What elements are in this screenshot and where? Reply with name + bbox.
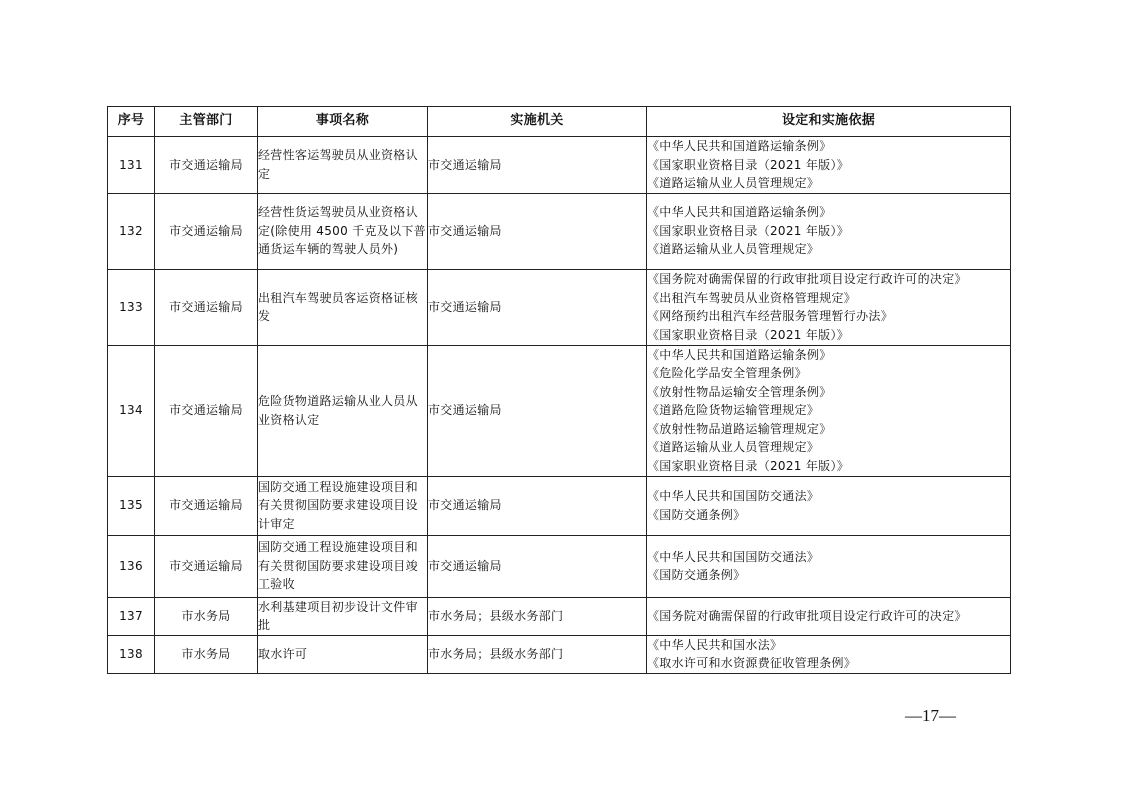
legal-basis [647,597,1011,635]
table-row [108,476,1011,535]
basis-line: 《道路运输从业人员管理规定》 [647,176,820,190]
basis-line: 《道路运输从业人员管理规定》 [647,440,820,455]
table-header-row [108,107,1011,137]
basis-line: 《中华人民共和国道路运输条例》 [647,139,832,153]
basis-line: 《中华人民共和国国防交通法》 [647,549,820,564]
implementing-agency: 市交通运输局 [428,476,647,535]
department: 市交通运输局 [155,345,258,476]
basis-line: 《中华人民共和国道路运输条例》 [647,347,832,362]
implementing-agency: 市交通运输局 [428,137,647,194]
item-name: 经营性货运驾驶员从业资格认定(除使用 4500 千克及以下普通货运车辆的驾驶人员外) [258,193,428,269]
item-name: 危险货物道路运输从业人员从业资格认定 [258,345,428,476]
serial-number: 136 [108,535,155,597]
serial-number: 135 [108,476,155,535]
implementing-agency: 市交通运输局 [428,345,647,476]
table-row [108,345,1011,476]
basis-line: 《国家职业资格目录（2021 年版）》 [647,223,850,238]
item-name: 国防交通工程设施建设项目和有关贯彻国防要求建设项目竣工验收 [258,535,428,597]
basis-line: 《国务院对确需保留的行政审批项目设定行政许可的决定》 [647,608,967,623]
item-name: 出租汽车驾驶员客运资格证核发 [258,269,428,345]
department: 市交通运输局 [155,137,258,194]
table-row [108,597,1011,635]
header-implementing-agency: 实施机关 [428,107,647,137]
implementing-agency: 市交通运输局 [428,535,647,597]
department: 市水务局 [155,635,258,673]
implementing-agency: 市水务局；县级水务部门 [428,635,647,673]
basis-line: 《道路危险货物运输管理规定》 [647,403,820,418]
item-name: 水利基建项目初步设计文件审批 [258,597,428,635]
table-row [108,535,1011,597]
basis-line: 《放射性物品道路运输管理规定》 [647,421,832,436]
implementing-agency: 市水务局；县级水务部门 [428,597,647,635]
legal-basis [647,476,1011,535]
implementing-agency: 市交通运输局 [428,269,647,345]
department: 市水务局 [155,597,258,635]
serial-number: 138 [108,635,155,673]
table-row [108,635,1011,673]
basis-line: 《放射性物品运输安全管理条例》 [647,384,832,399]
legal-basis [647,269,1011,345]
legal-basis [647,137,1011,194]
basis-line: 《危险化学品安全管理条例》 [647,366,807,381]
serial-number: 137 [108,597,155,635]
department: 市交通运输局 [155,269,258,345]
item-name: 经营性客运驾驶员从业资格认定 [258,137,428,194]
serial-number: 132 [108,193,155,269]
implementing-agency: 市交通运输局 [428,193,647,269]
header-department: 主管部门 [155,107,258,137]
basis-line: 《出租汽车驾驶员从业资格管理规定》 [647,290,857,305]
basis-line: 《中华人民共和国水法》 [647,637,783,652]
legal-basis [647,635,1011,673]
department: 市交通运输局 [155,535,258,597]
basis-line: 《取水许可和水资源费征收管理条例》 [647,656,857,670]
legal-basis [647,193,1011,269]
header-item-name: 事项名称 [258,107,428,137]
item-name: 取水许可 [258,635,428,673]
basis-line: 《国家职业资格目录（2021 年版）》 [647,327,850,342]
basis-line: 《国家职业资格目录（2021 年版）》 [647,458,850,473]
basis-line: 《网络预约出租汽车经营服务管理暂行办法》 [647,309,894,323]
serial-number: 133 [108,269,155,345]
table-row [108,137,1011,194]
basis-line: 《中华人民共和国道路运输条例》 [647,205,832,220]
table-row [108,193,1011,269]
basis-line: 《道路运输从业人员管理规定》 [647,242,820,257]
page-number: —17— [905,706,956,725]
department: 市交通运输局 [155,193,258,269]
serial-number: 131 [108,137,155,194]
header-legal-basis: 设定和实施依据 [647,107,1011,137]
approval-items-table [107,106,1011,674]
header-serial-number: 序号 [108,107,155,137]
department: 市交通运输局 [155,476,258,535]
item-name: 国防交通工程设施建设项目和有关贯彻国防要求建设项目设计审定 [258,476,428,535]
basis-line: 《国防交通条例》 [647,507,746,522]
basis-line: 《国防交通条例》 [647,568,746,582]
basis-line: 《国家职业资格目录（2021 年版）》 [647,157,850,172]
basis-line: 《中华人民共和国国防交通法》 [647,489,820,503]
basis-line: 《国务院对确需保留的行政审批项目设定行政许可的决定》 [647,272,967,286]
table-row [108,269,1011,345]
legal-basis [647,345,1011,476]
legal-basis [647,535,1011,597]
serial-number: 134 [108,345,155,476]
